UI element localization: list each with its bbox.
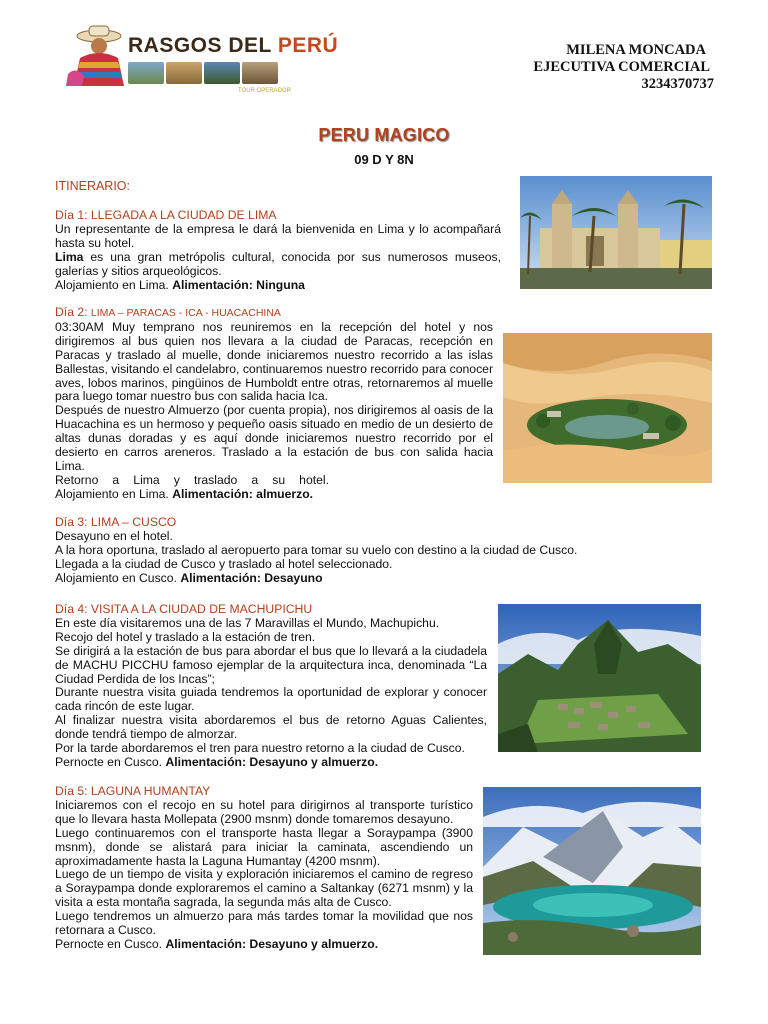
contact-phone: 3234370737 <box>641 76 714 92</box>
day-4-paragraph: Por la tarde abordaremos el tren para nuestro retorno a la ciudad de Cusco. <box>55 741 465 756</box>
page-title: PERU MAGICO <box>318 125 450 145</box>
contact-role: EJECUTIVA COMERCIAL <box>533 59 710 75</box>
machu-picchu-photo <box>498 604 701 752</box>
day-1-bold: Lima <box>55 249 84 264</box>
logo-photo-strip <box>128 62 278 84</box>
itinerary-label: ITINERARIO: <box>55 179 131 193</box>
day-1-paragraph: Un representante de la empresa le dará la bienvenida en Lima y lo acompañará hasta su hotel. <box>55 221 501 250</box>
logo-tagline: TOUR OPERADOR <box>238 88 291 94</box>
day-5-section <box>55 785 473 952</box>
day-5-paragraph: Iniciaremos con el recojo en su hotel para dirigirnos al transporte turístico que lo llevara hasta Mollepata (2900 msnm) donde tomaremos desayuno. <box>55 797 473 826</box>
day-4-paragraph: Durante nuestra visita guiada tendremos la oportunidad de explorar y conocer cada rincón de este lugar. <box>55 685 487 714</box>
day-3-paragraph: Llegada a la ciudad de Cusco y traslado al hotel seleccionado. <box>55 556 393 571</box>
day-1-paragraph: Lima es una gran metrópolis cultural, conocida por sus numerosos museos, galerías y sitios arqueológicos. <box>55 249 501 278</box>
day-5-paragraph: Luego de un tiempo de visita y exploración iniciaremos el camino de regreso a Soraypampa donde exploraremos el camino a Saltankay (6271 msnm) y la visita a esta montaña sagrada, la segunda más alta de Cusco. <box>55 867 473 910</box>
contact-block <box>533 42 714 93</box>
day-5-heading: Día 5: LAGUNA HUMANTAY <box>55 784 211 798</box>
day-3-meals: Alojamiento en Cusco. Alimentación: Desayuno <box>55 570 323 585</box>
logo-wordmark: RASGOS DEL PERÚ <box>128 34 339 57</box>
day-2-paragraph: 03:30AM Muy temprano nos reuniremos en la recepción del hotel y nos dirigiremos al bus quien nos llevara a la ciudad de Paracas, recepción en Paracas y traslado al muelle, donde iniciaremos nuestro recorrido a las islas Ballestas, visitando el candelabro, continuaremos nuestro recorrido para conocer aves, lobos marinos, pingüinos de Humboldt entre otras, retornaremos al muelle para luego tomar nuestro bus con salida hacia Ica. <box>55 319 493 404</box>
day-5-paragraph: Luego continuaremos con el transporte hasta llegar a Soraypampa (3900 msnm), donde se alistará para iniciar la caminata, ascendiendo un aproximadamente hasta la Laguna Humantay (4200 msnm). <box>55 825 473 868</box>
day-3-heading: Día 3: LIMA – CUSCO <box>55 515 177 529</box>
day-5-meals: Pernocte en Cusco. Alimentación: Desayuno y almuerzo. <box>55 936 379 951</box>
huacachina-oasis-photo <box>503 333 712 483</box>
day-2-meals: Alojamiento en Lima. Alimentación: almuerzo. <box>55 486 314 501</box>
day-4-paragraph: En este día visitaremos una de las 7 Maravillas el Mundo, Machupichu. <box>55 615 440 630</box>
day-1-section <box>55 209 501 292</box>
day-4-section <box>55 603 487 770</box>
day-3-section <box>55 516 715 586</box>
day-4-paragraph: Recojo del hotel y traslado a la estación de tren. <box>55 629 316 644</box>
company-logo <box>66 22 339 100</box>
day-3-paragraph: A la hora oportuna, traslado al aeropuerto para tomar su vuelo con destino a la ciudad de Cusco. <box>55 542 578 557</box>
day-4-meals: Pernocte en Cusco. Alimentación: Desayuno y almuerzo. <box>55 754 379 769</box>
day-4-heading: Día 4: VISITA A LA CIUDAD DE MACHUPICHU <box>55 602 313 616</box>
page-subtitle: 09 D Y 8N <box>354 152 414 167</box>
lima-cathedral-photo <box>520 176 712 289</box>
day-2-paragraph: Después de nuestro Almuerzo (por cuenta propia), nos dirigiremos al oasis de la Huacachina es un hermoso y pequeño oasis situado en medio de un desierto de altas dunas doradas y es aquí donde iniciaremos nuestro recorrido por el desierto en carros areneros. Traslado a la estación de bus con salida hacia Lima. <box>55 403 493 473</box>
contact-name: MILENA MONCADA <box>566 42 706 58</box>
day-4-paragraph: Al finalizar nuestra visita abordaremos el bus de retorno Aguas Calientes, donde tendrá tiempo de almorzar. <box>55 713 487 742</box>
day-1-meals: Alojamiento en Lima. Alimentación: Ninguna <box>55 277 305 292</box>
day-1-heading: Día 1: LLEGADA A LA CIUDAD DE LIMA <box>55 208 277 222</box>
day-2-paragraph: Retorno a Lima y traslado a su hotel. <box>55 472 329 487</box>
day-2-section <box>55 306 493 502</box>
day-3-paragraph: Desayuno en el hotel. <box>55 528 173 543</box>
logo-woman-figure <box>66 22 128 86</box>
day-4-paragraph: Se dirigirá a la estación de bus para abordar el bus que lo llevará a la ciudadela de MACHU PICCHU famoso ejemplar de la arquitectura inca, denominada “La Ciudad Perdida de los Incas”; <box>55 643 487 686</box>
day-5-paragraph: Luego tendremos un almuerzo para más tardes tomar la movilidad que nos retornara a Cusco. <box>55 909 473 938</box>
laguna-humantay-photo <box>483 787 701 955</box>
day-2-heading: Día 2: LIMA – PARACAS - ICA - HUACACHINA <box>55 305 281 319</box>
